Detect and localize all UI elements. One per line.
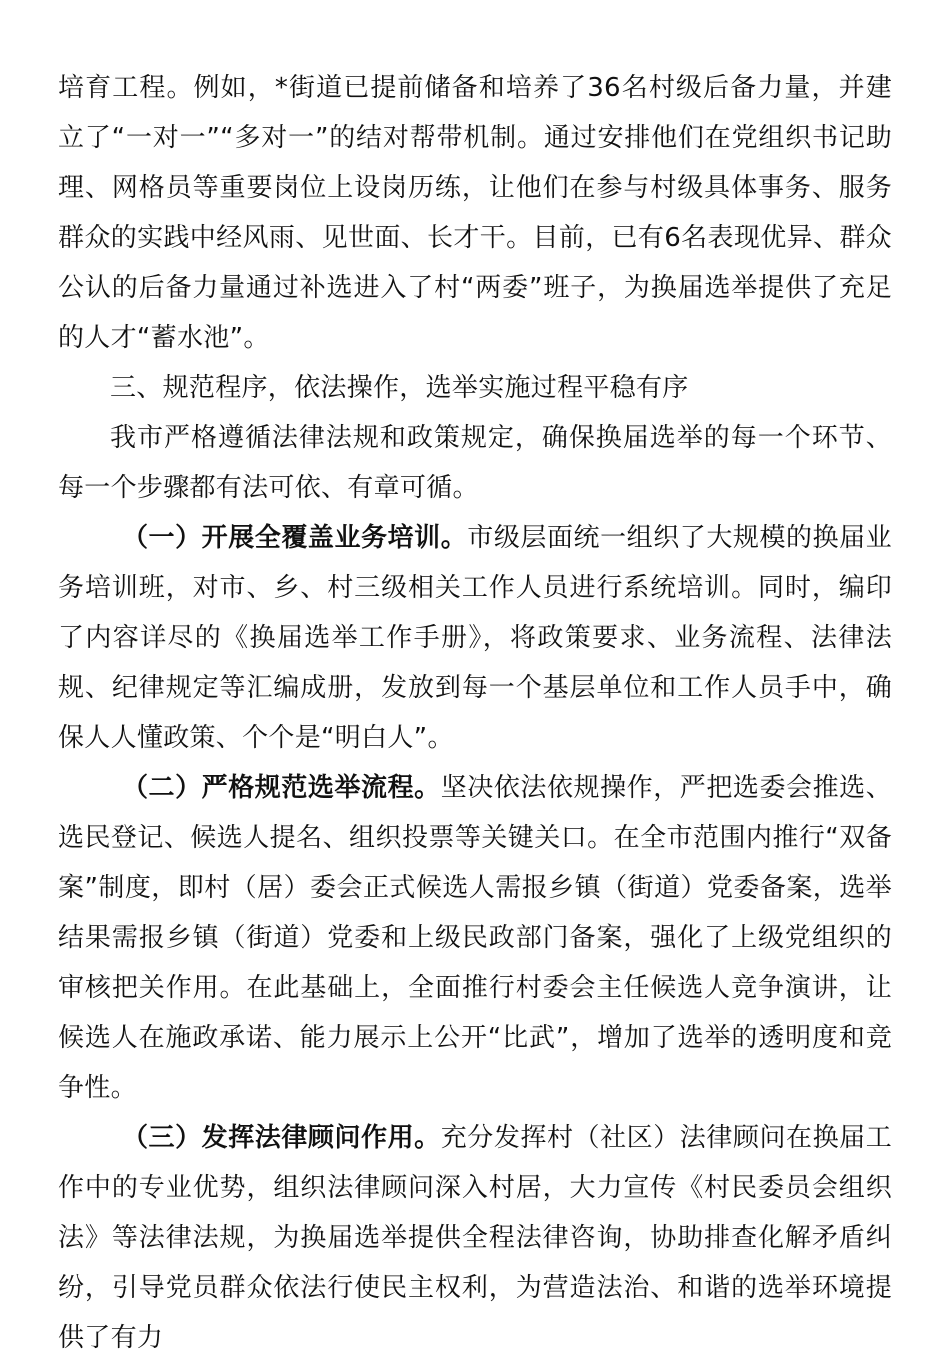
section-heading-text: 三、规范程序，依法操作，选举实施过程平稳有序 — [110, 373, 689, 403]
subheading-election-process: （二）严格规范选举流程。 — [122, 773, 441, 803]
paragraph-election-process — [58, 763, 892, 1113]
document-page — [58, 63, 892, 1363]
paragraph-talent-pool — [58, 63, 892, 363]
section-heading-3 — [58, 363, 892, 413]
paragraph-legal-advisor — [58, 1113, 892, 1363]
paragraph-training — [58, 513, 892, 763]
paragraph-text: 培育工程。例如，*街道已提前储备和培养了36名村级后备力量，并建立了“一对一”“多对一”的结对帮带机制。通过安排他们在党组织书记助理、网格员等重要岗位上设岗历练，让他们在参与村级具体事务、服务群众的实践中经风雨、见世面、长才干。目前，已有6名表现优异、群众公认的后备力量通过补选进入了村“两委”班子，为换届选举提供了充足的人才“蓄水池”。 — [58, 73, 892, 353]
subheading-training: （一）开展全覆盖业务培训。 — [122, 523, 468, 553]
paragraph-text: 市级层面统一组织了大规模的换届业务培训班，对市、乡、村三级相关工作人员进行系统培训。同时，编印了内容详尽的《换届选举工作手册》，将政策要求、业务流程、法律法规、纪律规定等汇编成册，发放到每一个基层单位和工作人员手中，确保人人懂政策、个个是“明白人”。 — [58, 523, 892, 753]
paragraph-intro — [58, 413, 892, 513]
paragraph-text: 我市严格遵循法律法规和政策规定，确保换届选举的每一个环节、每一个步骤都有法可依、有章可循。 — [58, 423, 892, 503]
paragraph-text: 充分发挥村（社区）法律顾问在换届工作中的专业优势，组织法律顾问深入村居，大力宣传《村民委员会组织法》等法律法规，为换届选举提供全程法律咨询，协助排查化解矛盾纠纷，引导党员群众依法行使民主权利，为营造法治、和谐的选举环境提供了有力 — [58, 1123, 892, 1353]
paragraph-text: 坚决依法依规操作，严把选委会推选、选民登记、候选人提名、组织投票等关键关口。在全市范围内推行“双备案”制度，即村（居）委会正式候选人需报乡镇（街道）党委备案，选举结果需报乡镇（街道）党委和上级民政部门备案，强化了上级党组织的审核把关作用。在此基础上，全面推行村委会主任候选人竞争演讲，让候选人在施政承诺、能力展示上公开“比武”，增加了选举的透明度和竞争性。 — [58, 773, 892, 1103]
subheading-legal-advisor: （三）发挥法律顾问作用。 — [122, 1123, 441, 1153]
